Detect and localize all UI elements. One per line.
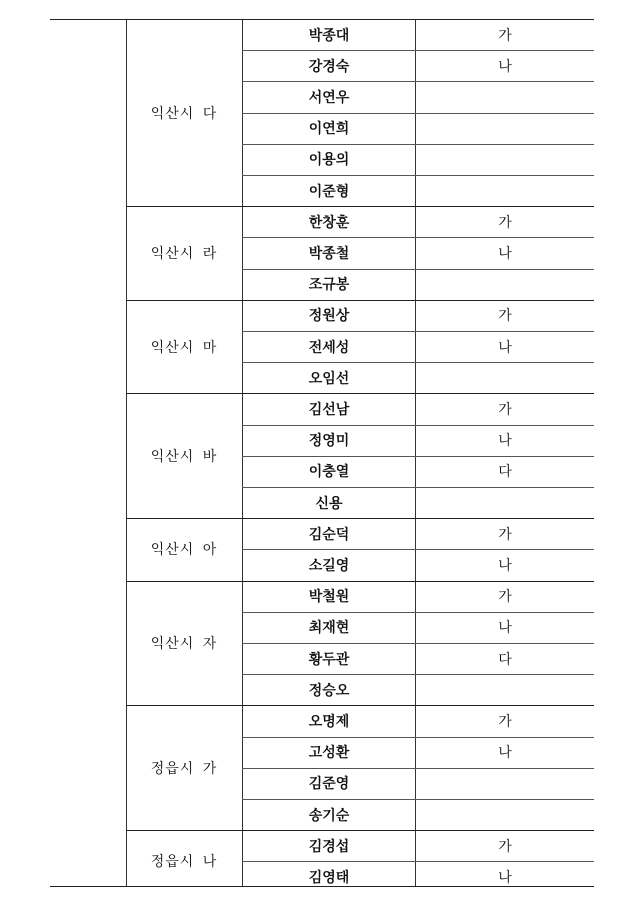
candidate-name: 이준형: [308, 183, 350, 200]
candidate-mark: 나: [498, 245, 512, 262]
district-cell: 익산시 자: [150, 635, 218, 652]
candidate-name: 박철원: [308, 589, 350, 606]
candidate-mark: [416, 487, 594, 518]
district-cell: 익산시 라: [150, 245, 218, 262]
row-divider: [242, 362, 594, 363]
candidate-mark: 다: [498, 464, 512, 481]
candidate-name: 강경숙: [308, 58, 350, 75]
candidate-mark: 가: [498, 713, 512, 730]
candidate-name: 박종철: [308, 245, 350, 262]
candidate-mark: [416, 144, 594, 175]
candidate-name: 오명제: [308, 713, 350, 730]
candidate-name: 최재현: [308, 620, 350, 637]
candidate-name: 고성환: [308, 745, 350, 762]
district-cell: 익산시 마: [150, 339, 218, 356]
row-divider: [242, 799, 594, 800]
row-divider: [242, 456, 594, 457]
district-cell: 익산시 다: [150, 105, 218, 122]
row-divider: [242, 643, 594, 644]
candidate-mark: [416, 799, 594, 830]
candidate-name: 이연희: [308, 121, 350, 138]
candidate-name: 정영미: [308, 433, 350, 450]
row-divider: [242, 425, 594, 426]
candidate-name: 김순덕: [308, 526, 350, 543]
candidate-name: 오임선: [308, 370, 350, 387]
candidate-mark: 가: [498, 308, 512, 325]
district-cell: 정읍시 가: [150, 760, 218, 777]
district-cell: 익산시 바: [150, 448, 218, 465]
candidate-name: 김영태: [308, 869, 350, 886]
candidate-name: 이충열: [308, 464, 350, 481]
candidate-mark: 나: [498, 433, 512, 450]
row-divider: [242, 768, 594, 769]
row-divider: [242, 81, 594, 82]
row-divider: [242, 113, 594, 114]
candidate-mark: 가: [498, 27, 512, 44]
row-divider: [242, 549, 594, 550]
candidate-mark: 나: [498, 339, 512, 356]
candidate-name: 한창훈: [308, 214, 350, 231]
row-divider: [242, 674, 594, 675]
candidate-name: 김선남: [308, 401, 350, 418]
candidate-name: 이용의: [308, 152, 350, 169]
candidate-mark: 나: [498, 745, 512, 762]
district-cell: 익산시 아: [150, 542, 218, 559]
candidate-name: 김경섭: [308, 838, 350, 855]
row-divider: [242, 331, 594, 332]
row-divider: [242, 269, 594, 270]
candidate-mark: 나: [498, 620, 512, 637]
candidate-mark: [416, 113, 594, 144]
row-divider: [242, 50, 594, 51]
candidate-mark: 나: [498, 557, 512, 574]
candidate-mark: 가: [498, 838, 512, 855]
candidate-mark: [416, 674, 594, 705]
candidate-mark: 다: [498, 651, 512, 668]
candidate-mark: [416, 175, 594, 206]
candidate-mark: 가: [498, 214, 512, 231]
candidate-mark: [416, 81, 594, 112]
row-divider: [242, 612, 594, 613]
row-divider: [242, 737, 594, 738]
candidate-name: 정원상: [308, 308, 350, 325]
candidate-name: 신용: [315, 495, 343, 512]
candidate-mark: [416, 269, 594, 300]
candidate-name: 김준영: [308, 776, 350, 793]
candidate-mark: [416, 362, 594, 393]
candidate-mark: 나: [498, 869, 512, 886]
district-cell: 정읍시 나: [150, 854, 218, 871]
candidate-name: 정승오: [308, 682, 350, 699]
candidate-name: 전세성: [308, 339, 350, 356]
row-divider: [242, 175, 594, 176]
candidate-mark: 나: [498, 58, 512, 75]
candidate-name: 서연우: [308, 89, 350, 106]
candidate-mark: 가: [498, 526, 512, 543]
candidate-name: 박종대: [308, 27, 350, 44]
candidate-mark: 가: [498, 589, 512, 606]
row-divider: [242, 144, 594, 145]
candidate-name: 소길영: [308, 557, 350, 574]
candidate-name: 황두관: [308, 651, 350, 668]
candidate-name: 송기순: [308, 807, 350, 824]
row-divider: [242, 237, 594, 238]
row-divider: [242, 487, 594, 488]
candidate-name: 조규봉: [308, 277, 350, 294]
candidate-mark: [416, 768, 594, 799]
row-divider: [242, 861, 594, 862]
candidate-mark: 가: [498, 401, 512, 418]
